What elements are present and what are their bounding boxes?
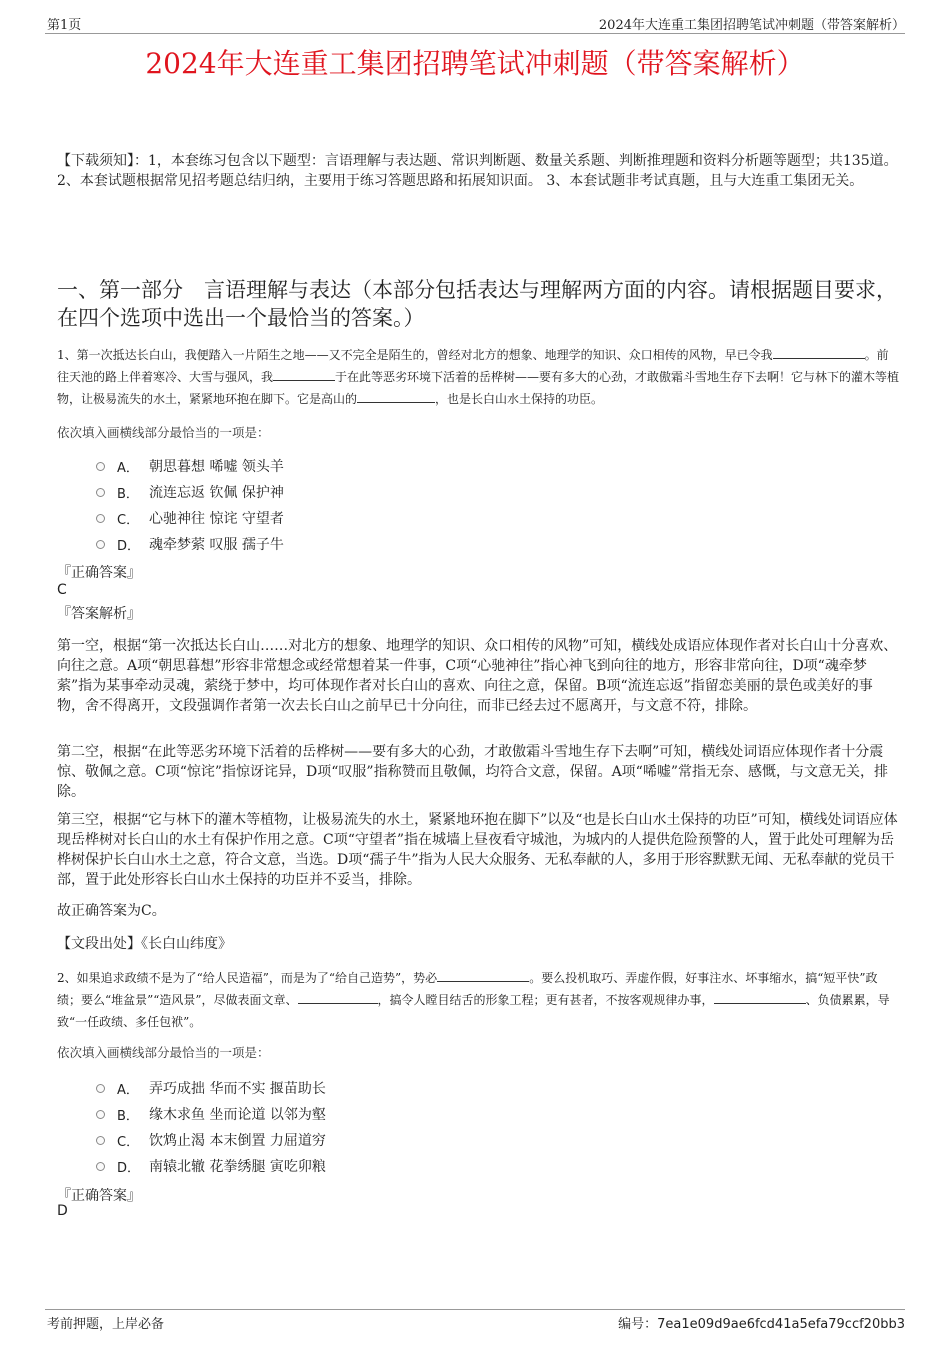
option-text: 缘木求鱼 坐而论道 以邻为壑 — [149, 1107, 326, 1123]
download-notice: 【下载须知】：1，本套练习包含以下题型：言语理解与表达题、常识判断题、数量关系题、判断推理题和资料分析题等题型；共135道。 2、本套试题根据常见招考题总结归纳，主要用于练习答题思路和拓展知识面。 3、本套试题非考试真题，且与大连重工集团无关。 — [57, 153, 898, 189]
q2-stem-part-d: 、负债累累，导致“一任政绩、多任包袱”。 — [57, 993, 890, 1029]
q2-option-a[interactable] — [96, 1078, 326, 1098]
q1-analysis-conclusion: 故正确答案为C。 — [57, 903, 166, 919]
q1-option-c[interactable] — [96, 508, 284, 528]
option-letter: D． — [117, 538, 141, 554]
q2-prompt: 依次填入画横线部分最恰当的一项是： — [57, 1045, 270, 1060]
option-letter: A． — [117, 460, 139, 476]
radio-icon[interactable] — [96, 514, 105, 523]
footer-code — [618, 1313, 905, 1332]
option-text: 流连忘返 钦佩 保护神 — [149, 485, 284, 501]
option-letter: C． — [117, 1134, 140, 1150]
option-text: 魂牵梦萦 叹服 孺子牛 — [149, 537, 284, 553]
q2-answer-label: 『正确答案』 — [57, 1188, 141, 1204]
option-letter: A． — [117, 1082, 139, 1098]
radio-icon[interactable] — [96, 1162, 105, 1171]
radio-icon[interactable] — [96, 462, 105, 471]
question-1-stem — [57, 344, 900, 410]
option-text: 朝思暮想 唏嘘 领头羊 — [149, 459, 284, 475]
radio-icon[interactable] — [96, 488, 105, 497]
q1-stem-part-a: 1、第一次抵达长白山，我便踏入一片陌生之地——又不完全是陌生的，曾经对北方的想象、地理学的知识、众口相传的风物，早已令我 — [57, 348, 773, 362]
option-text: 弄巧成拙 华而不实 揠苗助长 — [149, 1081, 326, 1097]
q2-stem-part-c: ，搞令人瞠目结舌的形象工程；更有甚者，不按客观规律办事， — [377, 993, 714, 1007]
option-letter: C． — [117, 512, 140, 528]
option-letter: B． — [117, 1108, 139, 1124]
header-divider — [45, 33, 905, 34]
page-title: 2024年大连重工集团招聘笔试冲刺题（带答案解析） — [145, 47, 805, 80]
q1-source: 【文段出处】《长白山纬度》 — [57, 936, 232, 952]
question-2-stem — [57, 967, 900, 1033]
q2-blank-2 — [298, 991, 378, 1004]
q2-blank-1 — [437, 969, 529, 982]
q1-blank-1 — [773, 346, 865, 359]
q1-analysis-paragraph-2: 第二空，根据“在此等恶劣环境下活着的岳桦树——要有多大的心劲，才敢傲霜斗雪地生存下去啊”可知，横线处词语应体现作者十分震惊、敬佩之意。C项“惊诧”指惊讶诧异，D项“叹服”指称赞而且敬佩，均符合文意，保留。A项“唏嘘”常指无奈、感慨，与文意无关，排除。 — [57, 744, 888, 800]
q1-analysis-paragraph-3: 第三空，根据“它与林下的灌木等植物，让极易流失的水土，紧紧地环抱在脚下”以及“也是长白山水土保持的功臣”可知，横线处词语应体现岳桦树对长白山的水土有保护作用之意。C项“守望者”指在城墙上昼夜看守城池，为城内的人提供危险预警的人，置于此处可理解为岳桦树保护长白山水土之意，符合文意，当选。D项“孺子牛”指为人民大众服务、无私奉献的人，多用于形容默默无闻、无私奉献的党员干部，置于此处形容长白山水土保持的功臣并不妥当，排除。 — [57, 812, 898, 888]
radio-icon[interactable] — [96, 540, 105, 549]
q1-answer-label: 『正确答案』 — [57, 565, 141, 581]
q1-stem-part-c: 于在此等恶劣环境下活着的岳桦树——要有多大的心劲，才敢傲霜斗雪地生存下去啊！它与林下的灌木等植物，让极易流失的水土，紧紧地环抱在脚下。它是高山的 — [57, 370, 900, 406]
q1-answer: C — [57, 582, 67, 598]
radio-icon[interactable] — [96, 1084, 105, 1093]
q1-stem-part-d: ，也是长白山水土保持的功臣。 — [435, 392, 604, 406]
q2-answer: D — [57, 1203, 68, 1219]
q2-stem-part-a: 2、如果追求政绩不是为了“给人民造福”，而是为了“给自己造势”，势必 — [57, 971, 438, 985]
section-heading: 一、第一部分 言语理解与表达（本部分包括表达与理解两方面的内容。请根据题目要求，在四个选项中选出一个最恰当的答案。） — [57, 278, 897, 330]
radio-icon[interactable] — [96, 1110, 105, 1119]
header-page-number: 第1页 — [47, 18, 82, 33]
radio-icon[interactable] — [96, 1136, 105, 1145]
q1-analysis-paragraph-1: 第一空，根据“第一次抵达长白山……对北方的想象、地理学的知识、众口相传的风物”可知，横线处成语应体现作者对长白山十分喜欢、向往之意。A项“朝思暮想”形容非常想念或经常想着某一件事，C项“心驰神往”指心神飞到向往的地方，形容非常向往，D项“魂牵梦萦”指为某事牵动灵魂，萦绕于梦中，均可体现作者对长白山的喜欢、向往之意，保留。B项“流连忘返”指留恋美丽的景色或美好的事物，舍不得离开，文段强调作者第一次去长白山之前早已十分向往，而非已经去过不愿离开，与文意不符，排除。 — [57, 638, 898, 714]
option-text: 心驰神往 惊诧 守望者 — [149, 511, 284, 527]
q2-stem-part-b: 。要么投机取巧、弄虚作假，好事注水、坏事缩水，搞“短平快”政绩；要么“堆盆景”“造风景”，尽做表面文章、 — [57, 971, 878, 1007]
q1-option-a[interactable] — [96, 456, 284, 476]
option-text: 南辕北辙 花拳绣腿 寅吃卯粮 — [149, 1159, 326, 1175]
q1-blank-3 — [357, 390, 435, 403]
q1-option-d[interactable] — [96, 534, 284, 554]
q1-analysis-label: 『答案解析』 — [57, 606, 141, 622]
option-text: 饮鸩止渴 本末倒置 力屈道穷 — [149, 1133, 326, 1149]
option-letter: D． — [117, 1160, 141, 1176]
footer-slogan: 考前押题，上岸必备 — [47, 1317, 165, 1332]
footer-code-label: 编号： — [618, 1317, 658, 1332]
footer-divider — [45, 1309, 905, 1310]
q1-option-b[interactable] — [96, 482, 284, 502]
q2-blank-3 — [714, 991, 806, 1004]
footer-code-value: 7ea1e09d9ae6fcd41a5efa79ccf20bb3 — [657, 1317, 905, 1332]
q2-option-c[interactable] — [96, 1130, 326, 1150]
q2-option-d[interactable] — [96, 1156, 326, 1176]
q1-blank-2 — [273, 368, 335, 381]
q1-stem-part-b: 。前往天池的路上伴着寒冷、大雪与强风，我 — [57, 348, 889, 384]
header-doc-title: 2024年大连重工集团招聘笔试冲刺题（带答案解析） — [598, 18, 905, 33]
q1-prompt: 依次填入画横线部分最恰当的一项是： — [57, 425, 270, 440]
option-letter: B． — [117, 486, 139, 502]
q2-option-b[interactable] — [96, 1104, 326, 1124]
